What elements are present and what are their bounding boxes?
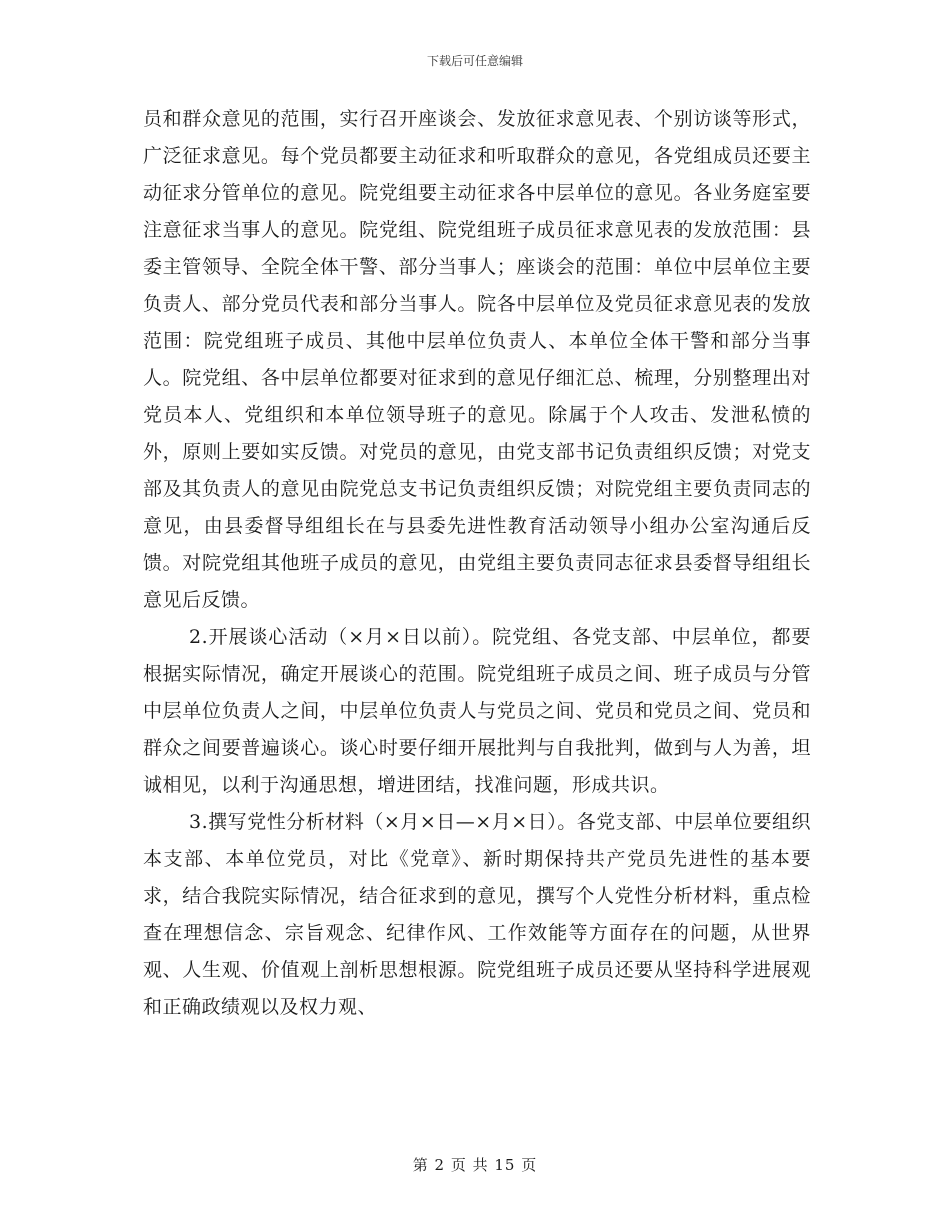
paragraph-2: 2.开展谈心活动（×月×日以前）。院党组、各党支部、中层单位，都要根据实际情况，确定开展谈心的范围。院党组班子成员之间、班子成员与分管中层单位负责人之间，中层单位负责人与党员之间、党员和党员之间、党员和群众之间要普遍谈心。谈心时要仔细开展批判与自我批判，做到与人为善，坦诚相见，以利于沟通思想，增进团结，找准问题，形成共识。 — [143, 626, 811, 796]
paragraph-3: 3.撰写党性分析材料（×月×日—×月×日）。各党支部、中层单位要组织本支部、本单位党员，对比《党章》、新时期保持共产党员先进性的基本要求，结合我院实际情况，结合征求到的意见，撰写个人党性分析材料，重点检查在理想信念、宗旨观念、纪律作风、工作效能等方面存在的问题，从世界观、人生观、价值观上剖析思想根源。院党组班子成员还要从坚持科学进展观和正确政绩观以及权力观、 — [143, 811, 811, 1018]
page-number-footer: 第 2 页 共 15 页 — [412, 1156, 538, 1174]
page-header: 下载后可任意编辑 — [426, 54, 523, 68]
document-body — [143, 101, 811, 1026]
paragraph-1: 员和群众意见的范围，实行召开座谈会、发放征求意见表、个别访谈等形式，广泛征求意见。每个党员都要主动征求和听取群众的意见，各党组成员还要主动征求分管单位的意见。院党组要主动征求各中层单位的意见。各业务庭室要注意征求当事人的意见。院党组、院党组班子成员征求意见表的发放范围：县委主管领导、全院全体干警、部分当事人；座谈会的范围：单位中层单位主要负责人、部分党员代表和部分当事人。院各中层单位及党员征求意见表的发放范围：院党组班子成员、其他中层单位负责人、本单位全体干警和部分当事人。院党组、各中层单位都要对征求到的意见仔细汇总、梳理，分别整理出对党员本人、党组织和本单位领导班子的意见。除属于个人攻击、发泄私愤的外，原则上要如实反馈。对党员的意见，由党支部书记负责组织反馈；对党支部及其负责人的意见由院党总支书记负责组织反馈；对院党组主要负责同志的意见，由县委督导组组长在与县委先进性教育活动领导小组办公室沟通后反馈。对院党组其他班子成员的意见，由党组主要负责同志征求县委督导组组长意见后反馈。 — [143, 108, 811, 611]
